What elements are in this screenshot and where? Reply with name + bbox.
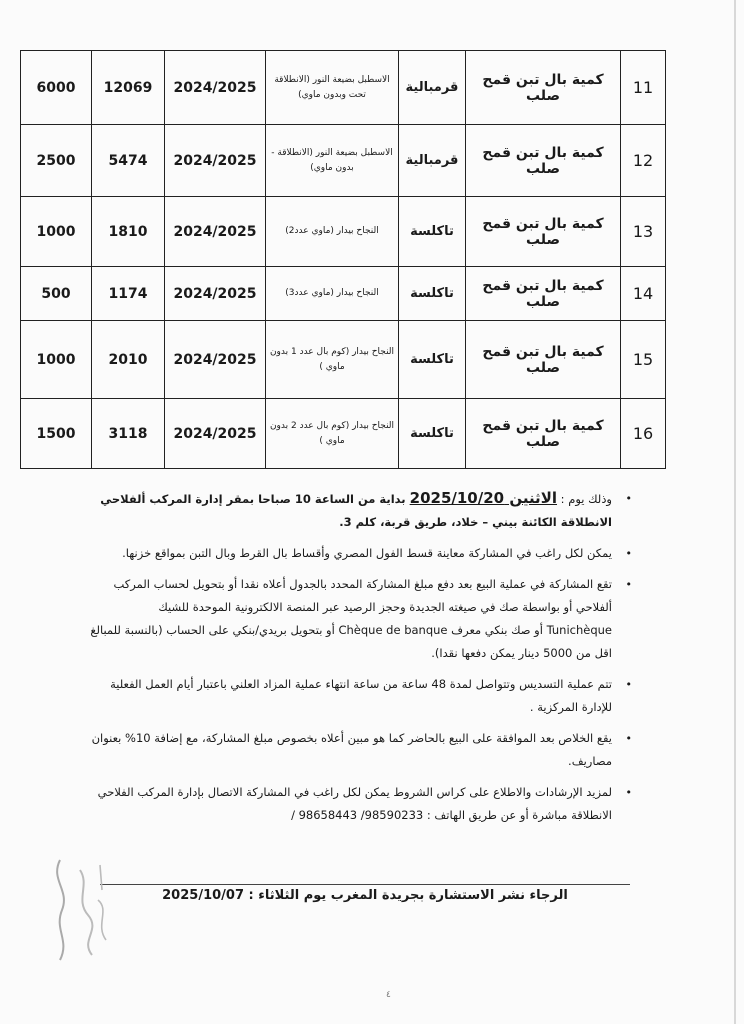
site-cell: قرمبالية [399,125,466,197]
product-cell: كمية بال تبن قمح صلب [466,51,621,125]
season-cell: 2024/2025 [165,125,266,197]
table-row [21,321,666,399]
table-row [21,399,666,469]
reference-cell: 3118 [92,399,165,469]
season-cell: 2024/2025 [165,267,266,321]
auction-date: الاثنين 2025/10/20 [409,489,558,507]
season-cell: 2024/2025 [165,197,266,267]
quantity-cell: 1000 [21,321,92,399]
note-duration-text: تتم عملية التسديس وتتواصل لمدة 48 ساعة من ساعة انتهاء عملية المزاد العلني باعتبار أيام العمل الفعلية للإدارة المركزية . [110,677,612,714]
season-cell: 2024/2025 [165,399,266,469]
storage-place-cell: الاسطبل بضيعة النور (الانطلاقة - بدون ماوي) [266,125,399,197]
season-cell: 2024/2025 [165,321,266,399]
publication-request: الرجاء نشر الاستشارة بجريدة المغرب يوم الثلاثاء : 2025/10/07 [162,888,568,903]
reference-cell: 2010 [92,321,165,399]
note-date [90,487,632,534]
handwritten-signature [40,850,130,970]
note-date-rest: بداية من الساعة 10 صباحا بمقر إدارة المركب ألفلاحي الانطلاقة الكائنة بيني – خلاد، طريق قربة، كلم 3. [100,492,612,529]
bullet-icon: • [625,732,632,745]
storage-place-cell: النجاح بيدار (كوم بال عدد 1 بدون ماوي ) [266,321,399,399]
note-settlement [90,727,632,773]
lot-number-cell: 16 [621,399,666,469]
site-cell: قرمبالية [399,51,466,125]
lot-number-cell: 11 [621,51,666,125]
product-cell: كمية بال تبن قمح صلب [466,125,621,197]
storage-place-cell: الاسطبل بضيعة النور (الانطلاقة تحت وبدون ماوي) [266,51,399,125]
season-cell: 2024/2025 [165,51,266,125]
site-cell: تاكلسة [399,321,466,399]
lot-number-cell: 14 [621,267,666,321]
table-row [21,197,666,267]
quantity-cell: 1500 [21,399,92,469]
bullet-icon: • [625,547,632,560]
quantity-cell: 1000 [21,197,92,267]
storage-place-cell: النجاح بيدار (ماوي عدد3) [266,267,399,321]
bullet-icon: • [625,786,632,799]
reference-cell: 1810 [92,197,165,267]
note-contact [90,781,632,827]
note-payment-text: تقع المشاركة في عملية البيع بعد دفع مبلغ المشاركة المحدد بالجدول أعلاه نقدا أو بتحويل لحساب المركب ألفلاحي أو بواسطة صك في صيغته الجديدة وحجز الرصيد عبر المنصة الالكترونية الموحدة للشيك Tunichèque أو صك بنكي معرف Chèque de banque أو بتحويل بريدي/بنكي على الحساب (بالنسبة للمبالغ اقل من 5000 دينار يمكن دفعها نقدا). [90,577,612,660]
lot-number-cell: 15 [621,321,666,399]
product-cell: كمية بال تبن قمح صلب [466,197,621,267]
note-settlement-text: يقع الخلاص بعد الموافقة على البيع بالحاضر كما هو مبين أعلاه بخصوص مبلغ المشاركة، مع إضافة 10% بعنوان مصاريف. [91,731,612,768]
note-payment [90,573,632,665]
table-row [21,267,666,321]
note-duration [90,673,632,719]
note-inspection-text: يمكن لكل راغب في المشاركة معاينة قسط الفول المصري وأقساط بال القرط وبال التبن بمواقع خزنها. [122,546,612,560]
closing-divider [100,884,630,885]
reference-cell: 12069 [92,51,165,125]
paper-edge [734,0,736,1024]
site-cell: تاكلسة [399,399,466,469]
note-date-prefix: وذلك يوم : [557,492,612,506]
site-cell: تاكلسة [399,267,466,321]
note-contact-text: لمزيد الإرشادات والاطلاع على كراس الشروط يمكن لكل راغب في المشاركة الاتصال بإدارة المركب الفلاحي الانطلاقة مباشرة أو عن طريق الهاتف : 98590233/ 98658443 / [97,785,612,822]
quantity-cell: 500 [21,267,92,321]
lot-number-cell: 13 [621,197,666,267]
storage-place-cell: النجاح بيدار (ماوي عدد2) [266,197,399,267]
note-inspection [90,542,632,565]
storage-place-cell: النجاح بيدار (كوم بال عدد 2 بدون ماوي ) [266,399,399,469]
product-cell: كمية بال تبن قمح صلب [466,399,621,469]
bullet-icon: • [625,492,632,505]
bullet-icon: • [625,678,632,691]
reference-cell: 5474 [92,125,165,197]
site-cell: تاكلسة [399,197,466,267]
table-row [21,125,666,197]
product-cell: كمية بال تبن قمح صلب [466,267,621,321]
conditions-list [90,487,632,835]
table-row [21,51,666,125]
product-cell: كمية بال تبن قمح صلب [466,321,621,399]
page-mark: ٤ [386,990,391,1000]
lot-number-cell: 12 [621,125,666,197]
quantity-cell: 6000 [21,51,92,125]
bullet-icon: • [625,578,632,591]
lots-table [20,50,666,469]
reference-cell: 1174 [92,267,165,321]
quantity-cell: 2500 [21,125,92,197]
